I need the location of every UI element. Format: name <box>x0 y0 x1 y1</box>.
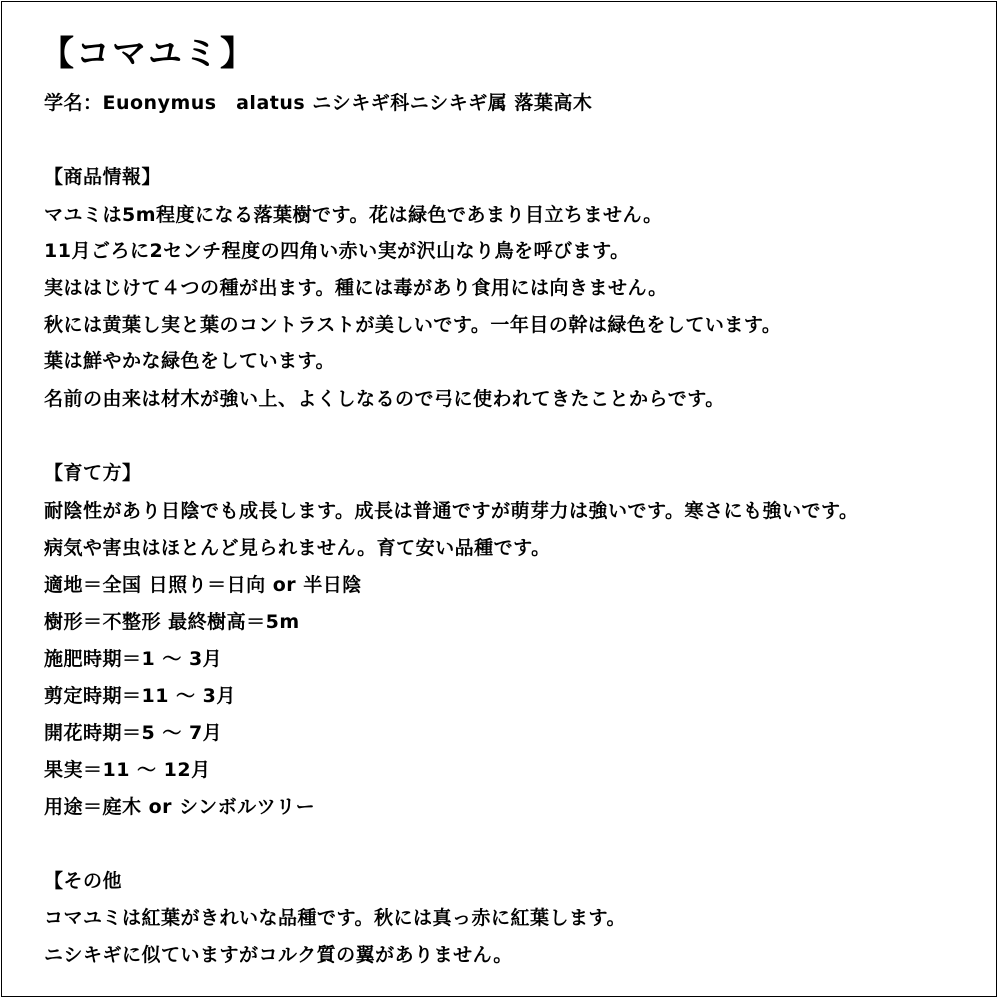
product-info-line: 11月ごろに2センチ程度の四角い赤い実が沢山なり鳥を呼びます。 <box>44 240 630 262</box>
other-line: ニシキギに似ていますがコルク質の翼がありません。 <box>44 944 513 966</box>
other-heading: 【その他 <box>44 870 123 892</box>
how-to-grow-heading: 【育て方】 <box>44 462 142 484</box>
how-to-grow-line: 果実＝11 ～ 12月 <box>44 759 211 781</box>
product-info-line: 葉は鮮やかな緑色をしています。 <box>44 350 335 372</box>
how-to-grow-line: 適地＝全国 日照り＝日向 or 半日陰 <box>44 574 362 596</box>
page-title: 【コマユミ】 <box>40 34 256 74</box>
how-to-grow-line: 剪定時期＝11 ～ 3月 <box>44 685 236 707</box>
how-to-grow-line: 病気や害虫はほとんど見られません。育て安い品種です。 <box>44 537 551 559</box>
product-info-line: 実ははじけて４つの種が出ます。種には毒があり食用には向きません。 <box>44 277 668 299</box>
how-to-grow-line: 用途＝庭木 or シンボルツリー <box>44 796 316 818</box>
how-to-grow-line: 樹形＝不整形 最終樹高＝5m <box>44 611 300 633</box>
other-line: コマユミは紅葉がきれいな品種です。秋には真っ赤に紅葉します。 <box>44 907 626 929</box>
product-info-heading: 【商品情報】 <box>44 166 162 188</box>
product-info-line: 名前の由来は材木が強い上、よくしなるので弓に使われてきたことからです。 <box>44 388 725 410</box>
product-info-line: 秋には黄葉し実と葉のコントラストが美しいです。一年目の幹は緑色をしています。 <box>44 314 782 336</box>
scientific-name: 学名：Euonymus alatus ニシキギ科ニシキギ属 落葉高木 <box>44 92 593 114</box>
product-info-line: マユミは5m程度になる落葉樹です。花は緑色であまり目立ちません。 <box>44 204 663 226</box>
how-to-grow-line: 施肥時期＝1 ～ 3月 <box>44 648 223 670</box>
how-to-grow-line: 開花時期＝5 ～ 7月 <box>44 722 223 744</box>
how-to-grow-line: 耐陰性があり日陰でも成長します。成長は普通ですが萌芽力は強いです。寒さにも強いです。 <box>44 500 859 522</box>
